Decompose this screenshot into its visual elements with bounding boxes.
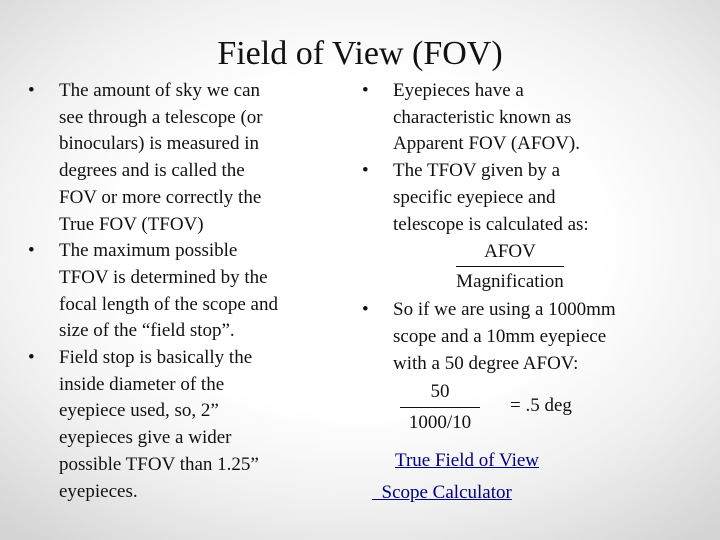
bullet-line: Eyepieces have a (393, 80, 524, 101)
bullet-line: Field stop is basically the (59, 347, 253, 369)
scope-calculator-link-label[interactable]: Scope Calculator (381, 482, 512, 504)
bullet-item (362, 297, 697, 377)
example-calculation (362, 377, 697, 445)
formula-fraction (456, 238, 564, 297)
bullet-line: So if we are using a 1000mm (393, 299, 616, 321)
bullet-item (28, 78, 328, 238)
bullet-line: binoculars) is measured in (59, 133, 259, 155)
bullet-line: FOV or more correctly the (59, 186, 262, 208)
tfov-formula (350, 238, 670, 297)
left-column (28, 78, 328, 505)
scope-calculator-link[interactable] (372, 477, 697, 509)
bullet-line: eyepiece used, so, 2” (59, 400, 219, 422)
formula-numerator: AFOV (456, 238, 564, 267)
bullet-line: size of the “field stop”. (59, 320, 235, 342)
bullet-marker: • (362, 299, 369, 321)
bullet-item (28, 345, 328, 505)
bullet-line: focal length of the scope and (59, 293, 278, 315)
bullet-line: degrees and is called the (59, 160, 245, 182)
bullet-line: with a 50 degree AFOV: (393, 352, 579, 374)
example-denominator: 1000/10 (408, 412, 472, 434)
bullet-line: see through a telescope (or (59, 106, 263, 128)
bullet-line: eyepieces. (59, 480, 138, 502)
true-field-of-view-link[interactable]: True Field of View (395, 450, 540, 472)
bullet-marker: • (28, 240, 35, 262)
formula-denominator: Magnification (456, 271, 564, 293)
bullet-line: Apparent FOV (AFOV). (393, 133, 580, 155)
bullet-item (362, 158, 697, 238)
bullet-line: inside diameter of the (59, 373, 225, 395)
bullet-item (362, 78, 697, 158)
bullet-marker: • (362, 160, 369, 182)
bullet-item (28, 238, 328, 345)
bullet-line: eyepieces give a wider (59, 427, 232, 449)
bullet-line: The amount of sky we can (59, 80, 261, 101)
bullet-line: True FOV (TFOV) (59, 213, 204, 235)
right-column (362, 78, 697, 509)
bullet-line: scope and a 10mm eyepiece (393, 325, 607, 347)
bullet-line: The maximum possible (59, 240, 238, 262)
bullet-line: possible TFOV than 1.25” (59, 453, 259, 475)
bullet-marker: • (28, 80, 35, 101)
bullet-line: The TFOV given by a (393, 160, 561, 182)
link-lead-space (372, 482, 382, 503)
example-fraction (400, 377, 480, 438)
bullet-line: specific eyepiece and (393, 186, 556, 208)
example-numerator: 50 (400, 377, 480, 408)
bullet-line: TFOV is determined by the (59, 266, 268, 288)
slide-title: Field of View (FOV) (217, 35, 503, 72)
bullet-line: telescope is calculated as: (393, 213, 589, 235)
bullet-marker: • (362, 80, 369, 101)
bullet-marker: • (28, 347, 35, 369)
example-result: = .5 deg (510, 395, 572, 417)
bullet-line: characteristic known as (393, 106, 572, 128)
